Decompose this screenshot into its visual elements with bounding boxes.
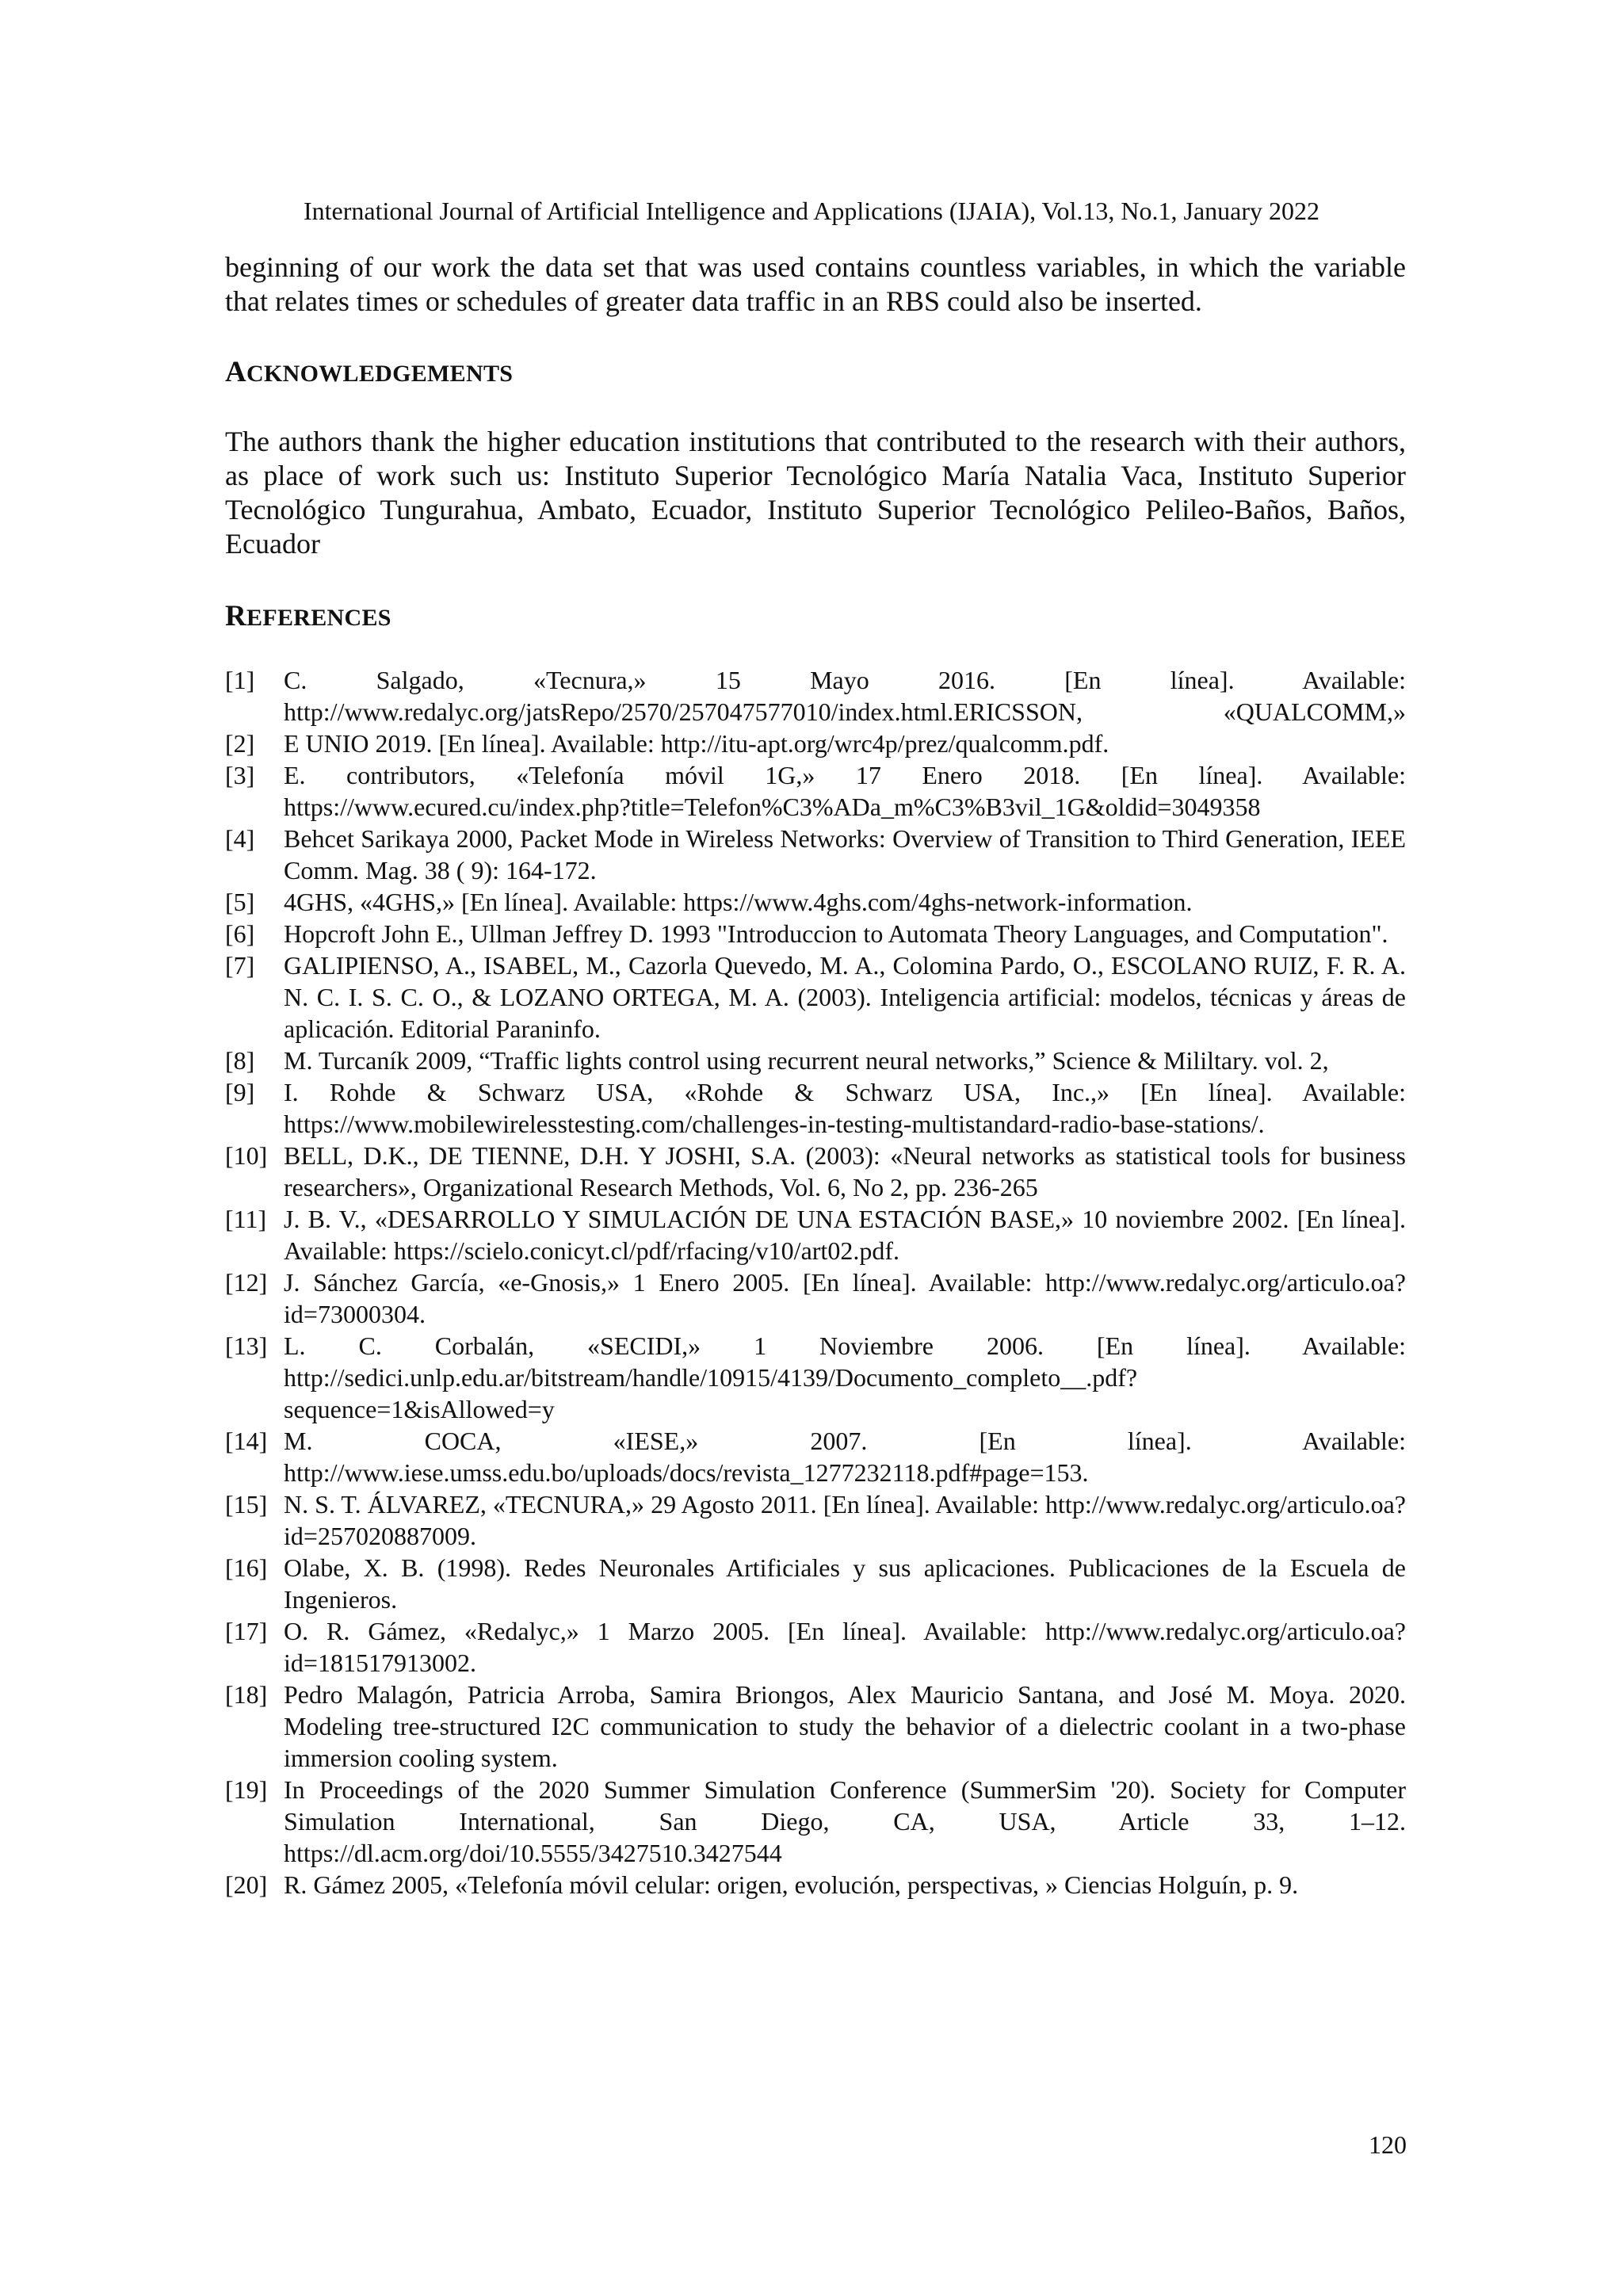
reference-text: N. S. T. ÁLVAREZ, «TECNURA,» 29 Agosto 2011. [En línea]. Available: http://www.redalyc.org/articulo.oa?id=257020887009. [284,1490,1406,1550]
reference-text: J. Sánchez García, «e-Gnosis,» 1 Enero 2005. [En línea]. Available: http://www.redalyc.org/articulo.oa?id=73000304. [284,1268,1406,1328]
reference-number: [8] [225,1046,255,1075]
acknowledgements-section [225,357,1406,390]
reference-list [225,664,1406,1901]
reference-text: Hopcroft John E., Ullman Jeffrey D. 1993 "Introduccion to Automata Theory Languages, and Computation". [284,919,1388,948]
reference-text: I. Rohde & Schwarz USA, «Rohde & Schwarz USA, Inc.,» [En línea]. Available: https://www.mobilewirelesstesting.com/challenges-in-testing-multistandard-radio-base-stations/. [284,1078,1406,1138]
acknowledgements-body [225,425,1406,561]
reference-item [225,1330,1406,1425]
reference-text: In Proceedings of the 2020 Summer Simulation Conference (SummerSim '20). Society for Computer Simulation International, San Diego, CA, USA, Article 33, 1–12. https://dl.acm.org/doi/10.5555/3427510.3427544 [284,1775,1406,1867]
intro-paragraph-block [225,250,1406,319]
reference-item [225,1552,1406,1615]
reference-item [225,759,1406,823]
reference-item [225,1425,1406,1488]
reference-number: [5] [225,888,255,916]
page-number: 120 [1369,2130,1407,2159]
reference-number: [6] [225,919,255,948]
reference-number: [9] [225,1078,255,1106]
reference-number: [12] [225,1268,268,1297]
acknowledgements-heading: ACKNOWLEDGEMENTS [225,356,514,388]
reference-item [225,1203,1406,1266]
reference-text: E UNIO 2019. [En línea]. Available: http://itu-apt.org/wrc4p/prez/qualcomm.pdf. [284,729,1109,758]
reference-text: Behcet Sarikaya 2000, Packet Mode in Wireless Networks: Overview of Transition to Third Generation, IEEE Comm. Mag. 38 ( 9): 164-172. [284,824,1406,884]
reference-text: L. C. Corbalán, «SECIDI,» 1 Noviembre 2006. [En línea]. Available: http://sedici.unlp.edu.ar/bitstream/handle/10915/4139/Documento_completo__.pdf?sequence=1&isAllowed=y [284,1331,1406,1423]
reference-text: Pedro Malagón, Patricia Arroba, Samira Briongos, Alex Mauricio Santana, and José M. Moya. 2020. Modeling tree-structured I2C communication to study the behavior of a dielectric coolant in a two-phase immersion cooling system. [284,1680,1406,1772]
reference-number: [14] [225,1427,268,1455]
reference-number: [7] [225,951,255,980]
reference-number: [18] [225,1680,268,1709]
reference-item [225,1615,1406,1679]
reference-item [225,949,1406,1045]
reference-text: C. Salgado, «Tecnura,» 15 Mayo 2016. [En línea]. Available: http://www.redalyc.org/jatsRepo/2570/257047577010/index.html.ERICSSON, «QUALCOMM,» [284,666,1406,726]
references-section [225,601,1406,634]
reference-number: [4] [225,824,255,853]
reference-text: O. R. Gámez, «Redalyc,» 1 Marzo 2005. [En línea]. Available: http://www.redalyc.org/articulo.oa?id=181517913002. [284,1617,1406,1677]
reference-text: R. Gámez 2005, «Telefonía móvil celular: origen, evolución, perspectivas, » Ciencias Holguín, p. 9. [284,1870,1299,1899]
reference-number: [11] [225,1205,267,1233]
reference-item [225,823,1406,886]
reference-number: [2] [225,729,255,758]
reference-number: [3] [225,761,255,789]
reference-text: 4GHS, «4GHS,» [En línea]. Available: https://www.4ghs.com/4ghs-network-information. [284,888,1193,916]
reference-number: [16] [225,1553,268,1582]
reference-item [225,1140,1406,1203]
reference-text: J. B. V., «DESARROLLO Y SIMULACIÓN DE UNA ESTACIÓN BASE,» 10 noviembre 2002. [En línea]. Available: https://scielo.conicyt.cl/pdf/rfacing/v10/art02.pdf. [284,1205,1406,1265]
reference-item [225,918,1406,949]
reference-text: M. Turcaník 2009, “Traffic lights control using recurrent neural networks,” Science & Mililtary. vol. 2, [284,1046,1329,1075]
reference-text: M. COCA, «IESE,» 2007. [En línea]. Available: http://www.iese.umss.edu.bo/uploads/docs/revista_1277232118.pdf#page=153. [284,1427,1406,1487]
reference-number: [13] [225,1331,268,1360]
reference-text: GALIPIENSO, A., ISABEL, M., Cazorla Quevedo, M. A., Colomina Pardo, O., ESCOLANO RUIZ, F. R. A. N. C. I. S. C. O., & LOZANO ORTEGA, M. A. (2003). Inteligencia artificial: modelos, técnicas y áreas de aplicación. Editorial Paraninfo. [284,951,1406,1043]
reference-number: [10] [225,1141,268,1170]
reference-number: [1] [225,666,255,694]
reference-number: [20] [225,1870,268,1899]
reference-item [225,1076,1406,1140]
reference-item [225,1266,1406,1330]
reference-text: Olabe, X. B. (1998). Redes Neuronales Artificiales y sus aplicaciones. Publicaciones de la Escuela de Ingenieros. [284,1553,1406,1614]
reference-item [225,1774,1406,1869]
reference-item [225,1045,1406,1076]
reference-item [225,886,1406,918]
running-header: International Journal of Artificial Intelligence and Applications (IJAIA), Vol.13, No.1, January 2022 [303,197,1320,225]
acknowledgements-text: The authors thank the higher education institutions that contributed to the research with their authors, as place of work such us: Instituto Superior Tecnológico María Natalia Vaca, Instituto Superior Tecnológico Tungurahua, Ambato, Ecuador, Instituto Superior Tecnológico Pelileo-Baños, Baños, Ecuador [225,426,1406,560]
reference-text: E. contributors, «Telefonía móvil 1G,» 17 Enero 2018. [En línea]. Available: https://www.ecured.cu/index.php?title=Telefon%C3%ADa_m%C3%B3vil_1G&oldid=3049358 [284,761,1406,821]
references-heading: REFERENCES [225,600,391,632]
reference-item [225,664,1406,728]
reference-number: [17] [225,1617,268,1645]
reference-item [225,728,1406,759]
reference-item [225,1679,1406,1774]
reference-item [225,1869,1406,1901]
reference-number: [15] [225,1490,268,1519]
reference-number: [19] [225,1775,268,1804]
intro-paragraph: beginning of our work the data set that was used contains countless variables, in which the variable that relates times or schedules of greater data traffic in an RBS could also be inserted. [225,251,1406,317]
reference-text: BELL, D.K., DE TIENNE, D.H. Y JOSHI, S.A. (2003): «Neural networks as statistical tools for business researchers», Organizational Research Methods, Vol. 6, No 2, pp. 236-265 [284,1141,1406,1201]
reference-item [225,1488,1406,1552]
